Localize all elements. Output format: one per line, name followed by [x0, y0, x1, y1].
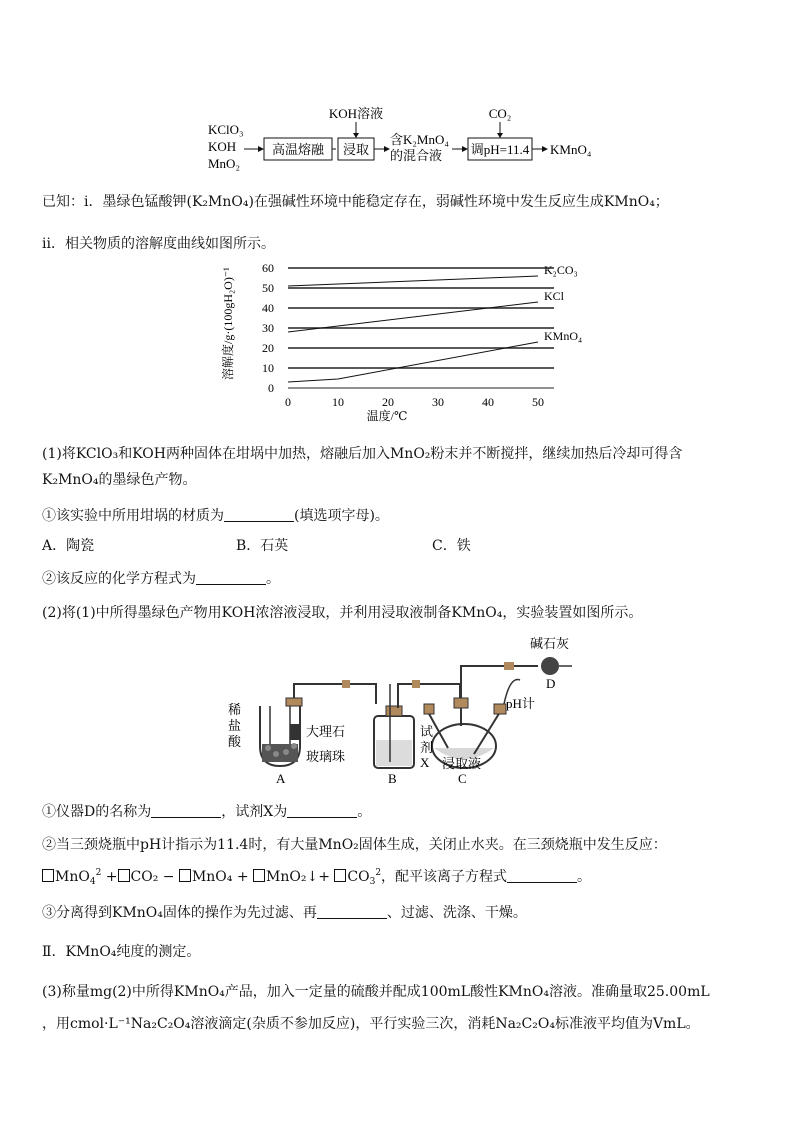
chart-xtick-label: 50	[532, 395, 544, 409]
label-ph-meter: pH计	[506, 696, 535, 711]
eq-end: 。	[577, 869, 592, 885]
chart-ytick-label: 30	[262, 321, 274, 335]
chart-xlabel: 温度/℃	[366, 409, 408, 423]
chart-xtick-label: 10	[332, 395, 344, 409]
coef-box-3[interactable]	[179, 869, 191, 882]
label-a: A	[276, 771, 286, 786]
reagent-kclo3: KClO₃	[208, 122, 244, 137]
series-line	[288, 276, 538, 286]
step-ph-label: 调pH=11.4	[470, 142, 530, 157]
solubility-chart	[214, 258, 594, 428]
q2-c	[42, 903, 527, 923]
q1-intro-1: (1)将KClO₃和KOH两种固体在坩埚中加热，熔融后加入MnO₂粉末并不断搅拌，继续加热后冷却可得含	[42, 446, 683, 462]
part2-title: Ⅱ．KMnO₄纯度的测定。	[42, 944, 201, 960]
reagent-koh: KOH	[208, 139, 237, 154]
step-ph-reagent: CO₂	[488, 106, 512, 121]
label-d: D	[546, 676, 556, 691]
intermediate-line2: 的混合液	[390, 148, 443, 163]
q1-b-blank[interactable]	[196, 570, 266, 585]
eq-part-4: MnO₄ +	[191, 869, 249, 885]
label-marble: 大理石	[306, 724, 346, 739]
eq-part-5: MnO₂↓+	[266, 869, 330, 885]
label-soda-lime: 碱石灰	[530, 636, 570, 651]
label-acid-1: 稀	[228, 702, 242, 717]
known-i: 已知：i．墨绿色锰酸钾(K₂MnO₄)在强碱性环境中能稳定存在，弱碱性环境中发生反应生成KMnO₄；	[42, 194, 669, 210]
intermediate-line1: 含K₂MnO₄	[390, 132, 449, 147]
step-leach-label: 浸取	[342, 142, 370, 157]
q2-a3: 。	[357, 804, 372, 820]
q2-eq-blank[interactable]	[507, 868, 577, 883]
q2-c1: ③分离得到KMnO₄固体的操作为先过滤、再	[42, 905, 317, 921]
q2-a-blank-2[interactable]	[287, 803, 357, 818]
chart-xtick-label: 30	[432, 395, 444, 409]
label-beads: 玻璃珠	[306, 749, 346, 764]
label-b: B	[388, 771, 397, 786]
reagent-mno2: MnO₂	[208, 156, 240, 171]
chart-ytick-label: 10	[262, 361, 274, 375]
q1-option-c: C．铁	[432, 538, 471, 554]
drying-tube	[541, 657, 559, 675]
label-reagent-1: 试	[420, 724, 434, 739]
coef-box-4[interactable]	[253, 869, 265, 882]
q1-a-tail: (填选项字母)。	[294, 508, 389, 524]
chart-ytick-label: 50	[262, 281, 274, 295]
eq-tail: ，配平该离子方程式	[381, 869, 508, 885]
coef-box-1[interactable]	[42, 869, 54, 882]
q1-a-text: ①该实验中所用坩埚的材质为	[42, 508, 224, 524]
chart-ytick-label: 20	[262, 341, 274, 355]
q2-b: ②当三颈烧瓶中pH计指示为11.4时，有大量MnO₂固体生成，关闭止水夹。在三颈烧瓶中发生反应：	[42, 837, 667, 853]
q1-a-blank[interactable]	[224, 507, 294, 522]
q2-intro: (2)将(1)中所得墨绿色产物用KOH浓溶液浸取，并利用浸取液制备KMnO₄，实验装置如图所示。	[42, 605, 643, 621]
q2-c2: 、过滤、洗涤、干燥。	[386, 905, 527, 921]
step-leach-reagent: KOH溶液	[328, 106, 384, 121]
q3-line-1: (3)称量mg(2)中所得KMnO₄产品，加入一定量的硫酸并配成100mL酸性KMnO₄溶液。准确量取25.00mL	[42, 984, 710, 1000]
label-acid-3: 酸	[228, 734, 242, 749]
step-fusion-label: 高温熔融	[271, 142, 325, 157]
label-reagent-2: 剂	[420, 740, 434, 755]
known-ii: ii．相关物质的溶解度曲线如图所示。	[42, 236, 275, 252]
chart-ytick-label: 60	[262, 261, 274, 275]
q1-b-tail: 。	[266, 571, 280, 587]
series-label: KCl	[544, 289, 565, 303]
eq-part-1: MnO	[55, 869, 90, 885]
series-label: KMnO₄	[544, 329, 583, 343]
chart-xtick-label: 40	[482, 395, 494, 409]
coef-box-5[interactable]	[334, 869, 346, 882]
label-reagent-3: X	[420, 755, 430, 770]
chart-ytick-label: 0	[268, 381, 274, 395]
product-label: KMnO₄	[550, 142, 592, 157]
q1-a	[42, 506, 389, 526]
chart-ytick-label: 40	[262, 301, 274, 315]
series-label: K₂CO₃	[544, 263, 578, 277]
q2-c-blank[interactable]	[317, 904, 387, 919]
q3-line-2: ，用cmol·L⁻¹Na₂C₂O₄溶液滴定(杂质不参加反应)，平行实验三次，消耗Na₂C₂O₄标准液平均值为VmL。	[42, 1016, 700, 1032]
q1-option-a: A．陶瓷	[42, 538, 95, 554]
label-acid-2: 盐	[228, 718, 242, 733]
chart-ylabel: 溶解度/g·(100gH₂O)⁻¹	[221, 267, 235, 380]
q2-a-blank-1[interactable]	[151, 803, 221, 818]
q1-b	[42, 569, 280, 589]
chart-xtick-label: 20	[382, 395, 394, 409]
process-flowchart	[200, 104, 610, 184]
q1-option-b: B．石英	[236, 538, 289, 554]
q2-a	[42, 802, 371, 822]
q2-equation: MnO$_4^2$ + CO₂ − MnO₄ + MnO₂↓+ $CO_3^2$，配平该离子方程式 。	[42, 863, 591, 892]
q2-a1: ①仪器D的名称为	[42, 804, 152, 820]
q1-b-text: ②该反应的化学方程式为	[42, 571, 196, 587]
eq-part-6: CO	[347, 869, 370, 885]
coef-box-2[interactable]	[118, 869, 130, 882]
label-c: C	[458, 771, 467, 786]
eq-part-2: +	[105, 869, 118, 885]
q2-a2: ，试剂X为	[221, 804, 288, 820]
eq-part-3: CO₂ −	[130, 869, 175, 885]
q1-intro-2: K₂MnO₄的墨绿色产物。	[42, 472, 197, 488]
label-leach: 浸取液	[442, 756, 482, 771]
apparatus-diagram	[224, 636, 584, 786]
chart-xtick-label: 0	[285, 395, 291, 409]
